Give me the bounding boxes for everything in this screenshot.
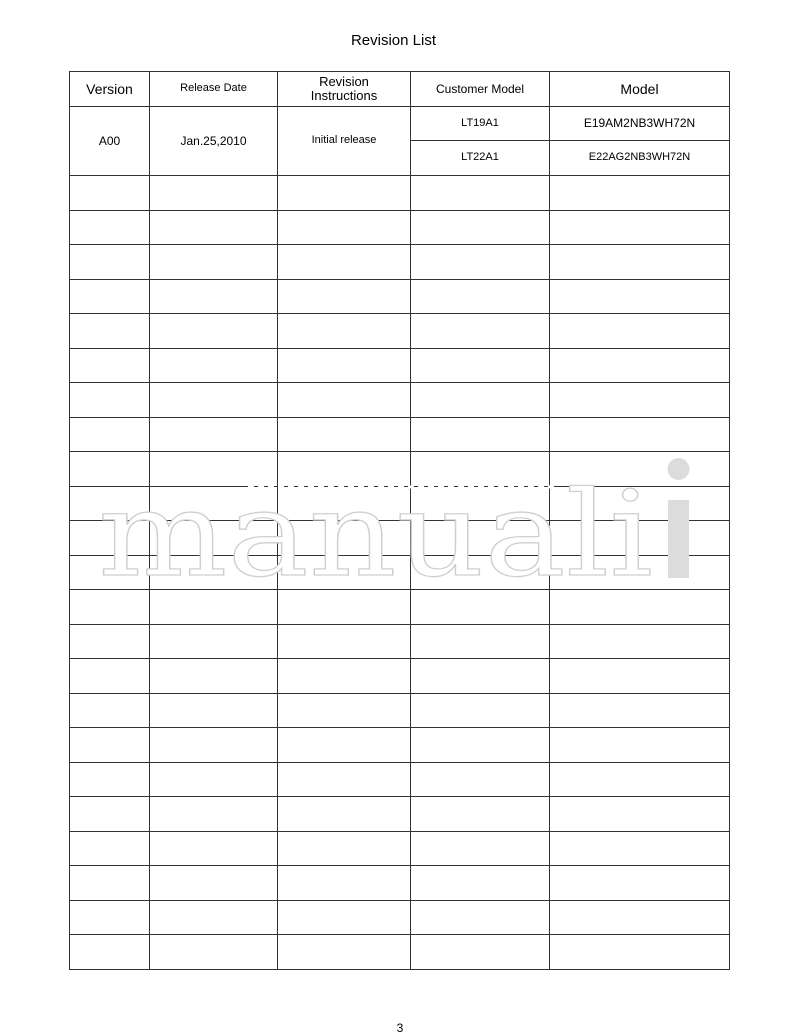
empty-cell — [150, 314, 278, 349]
cell-revision-instructions: Initial release — [278, 107, 411, 176]
empty-cell — [150, 728, 278, 763]
empty-cell — [150, 694, 278, 728]
empty-cell — [550, 211, 730, 245]
empty-cell — [150, 866, 278, 901]
cell-customer-model: LT22A1 — [411, 141, 550, 176]
empty-cell — [70, 521, 150, 556]
empty-cell — [411, 176, 550, 211]
empty-cell — [150, 901, 278, 935]
empty-cell — [70, 556, 150, 590]
empty-cell — [411, 349, 550, 383]
empty-cell — [411, 659, 550, 694]
empty-cell — [278, 556, 411, 590]
empty-cell — [550, 659, 730, 694]
empty-cell — [278, 728, 411, 763]
empty-cell — [278, 176, 411, 211]
empty-cell — [411, 901, 550, 935]
empty-cell — [150, 659, 278, 694]
empty-cell — [278, 487, 411, 521]
empty-cell — [150, 176, 278, 211]
empty-cell — [550, 763, 730, 797]
empty-cell — [411, 211, 550, 245]
cell-version: A00 — [70, 107, 150, 176]
empty-cell — [411, 694, 550, 728]
empty-cell — [150, 521, 278, 556]
empty-row — [70, 280, 730, 314]
cell-release-date: Jan.25,2010 — [150, 107, 278, 176]
empty-cell — [411, 280, 550, 314]
empty-row — [70, 349, 730, 383]
cell-model: E22AG2NB3WH72N — [550, 141, 730, 176]
empty-cell — [411, 521, 550, 556]
watermark-text: manuali — [98, 465, 653, 580]
empty-cell — [550, 349, 730, 383]
empty-cell — [411, 383, 550, 418]
empty-cell — [550, 694, 730, 728]
empty-cell — [70, 418, 150, 452]
empty-row — [70, 866, 730, 901]
empty-cell — [150, 245, 278, 280]
empty-cell — [150, 763, 278, 797]
empty-cell — [550, 590, 730, 625]
empty-cell — [278, 211, 411, 245]
header-model: Model — [550, 72, 730, 107]
empty-cell — [550, 935, 730, 970]
header-release-date: Release Date — [150, 72, 278, 107]
page-title: Revision List — [350, 32, 437, 49]
empty-cell — [411, 935, 550, 970]
empty-cell — [411, 728, 550, 763]
empty-cell — [278, 901, 411, 935]
empty-cell — [411, 418, 550, 452]
empty-cell — [278, 763, 411, 797]
empty-row — [70, 659, 730, 694]
empty-row — [70, 590, 730, 625]
empty-cell — [278, 866, 411, 901]
empty-cell — [550, 245, 730, 280]
empty-cell — [150, 349, 278, 383]
header-row — [70, 72, 730, 107]
empty-cell — [411, 797, 550, 832]
empty-cell — [70, 763, 150, 797]
empty-cell — [278, 935, 411, 970]
empty-cell — [411, 590, 550, 625]
empty-cell — [550, 176, 730, 211]
empty-cell — [70, 659, 150, 694]
empty-cell — [150, 797, 278, 832]
empty-cell — [550, 314, 730, 349]
empty-cell — [150, 832, 278, 866]
empty-cell — [550, 487, 730, 521]
empty-cell — [278, 245, 411, 280]
empty-cell — [70, 280, 150, 314]
empty-cell — [550, 418, 730, 452]
empty-row — [70, 418, 730, 452]
empty-cell — [278, 797, 411, 832]
empty-cell — [278, 659, 411, 694]
empty-row — [70, 452, 730, 487]
header-version: Version — [70, 72, 150, 107]
empty-row — [70, 763, 730, 797]
empty-cell — [411, 832, 550, 866]
empty-cell — [150, 625, 278, 659]
empty-row — [70, 694, 730, 728]
empty-cell — [70, 211, 150, 245]
empty-cell — [550, 797, 730, 832]
empty-row — [70, 245, 730, 280]
empty-cell — [70, 728, 150, 763]
empty-cell — [150, 556, 278, 590]
empty-row — [70, 521, 730, 556]
empty-cell — [150, 418, 278, 452]
empty-row — [70, 625, 730, 659]
empty-cell — [150, 452, 278, 487]
empty-cell — [150, 383, 278, 418]
empty-cell — [550, 866, 730, 901]
empty-cell — [278, 452, 411, 487]
empty-cell — [70, 866, 150, 901]
empty-cell — [278, 280, 411, 314]
empty-row — [70, 487, 730, 521]
empty-cell — [70, 176, 150, 211]
empty-cell — [278, 383, 411, 418]
empty-cell — [278, 314, 411, 349]
empty-cell — [70, 487, 150, 521]
empty-cell — [411, 556, 550, 590]
empty-cell — [70, 901, 150, 935]
cell-model: E19AM2NB3WH72N — [550, 107, 730, 141]
empty-cell — [411, 866, 550, 901]
empty-cell — [550, 556, 730, 590]
empty-row — [70, 383, 730, 418]
empty-row — [70, 935, 730, 970]
header-revision-instructions-text: Revision Instructions — [310, 74, 378, 103]
empty-cell — [150, 935, 278, 970]
table-row — [70, 107, 730, 141]
empty-cell — [150, 211, 278, 245]
empty-cell — [550, 521, 730, 556]
empty-cell — [70, 797, 150, 832]
empty-row — [70, 728, 730, 763]
empty-row — [70, 797, 730, 832]
empty-cell — [278, 590, 411, 625]
empty-cell — [150, 487, 278, 521]
empty-cell — [70, 832, 150, 866]
empty-cell — [278, 832, 411, 866]
empty-cell — [278, 349, 411, 383]
empty-cell — [150, 280, 278, 314]
empty-row — [70, 901, 730, 935]
header-customer-model: Customer Model — [411, 72, 550, 107]
empty-cell — [550, 832, 730, 866]
empty-cell — [70, 935, 150, 970]
empty-cell — [411, 452, 550, 487]
empty-cell — [70, 314, 150, 349]
empty-row — [70, 176, 730, 211]
empty-row — [70, 314, 730, 349]
cell-customer-model: LT19A1 — [411, 107, 550, 141]
revision-table — [69, 71, 730, 970]
empty-cell — [550, 901, 730, 935]
empty-cell — [70, 590, 150, 625]
page-number: 3 — [396, 1021, 404, 1035]
empty-cell — [278, 521, 411, 556]
empty-cell — [278, 418, 411, 452]
empty-cell — [550, 625, 730, 659]
empty-cell — [411, 245, 550, 280]
header-revision-instructions — [278, 72, 411, 107]
empty-cell — [550, 728, 730, 763]
empty-cell — [70, 245, 150, 280]
empty-cell — [70, 383, 150, 418]
empty-cell — [70, 694, 150, 728]
empty-cell — [550, 280, 730, 314]
empty-cell — [70, 452, 150, 487]
empty-cell — [411, 763, 550, 797]
empty-cell — [70, 625, 150, 659]
empty-row — [70, 832, 730, 866]
empty-cell — [411, 314, 550, 349]
empty-row — [70, 556, 730, 590]
empty-cell — [411, 625, 550, 659]
empty-cell — [70, 349, 150, 383]
empty-row — [70, 211, 730, 245]
empty-cell — [278, 625, 411, 659]
empty-cell — [411, 487, 550, 521]
empty-cell — [150, 590, 278, 625]
empty-cell — [278, 694, 411, 728]
empty-cell — [550, 452, 730, 487]
empty-cell — [550, 383, 730, 418]
